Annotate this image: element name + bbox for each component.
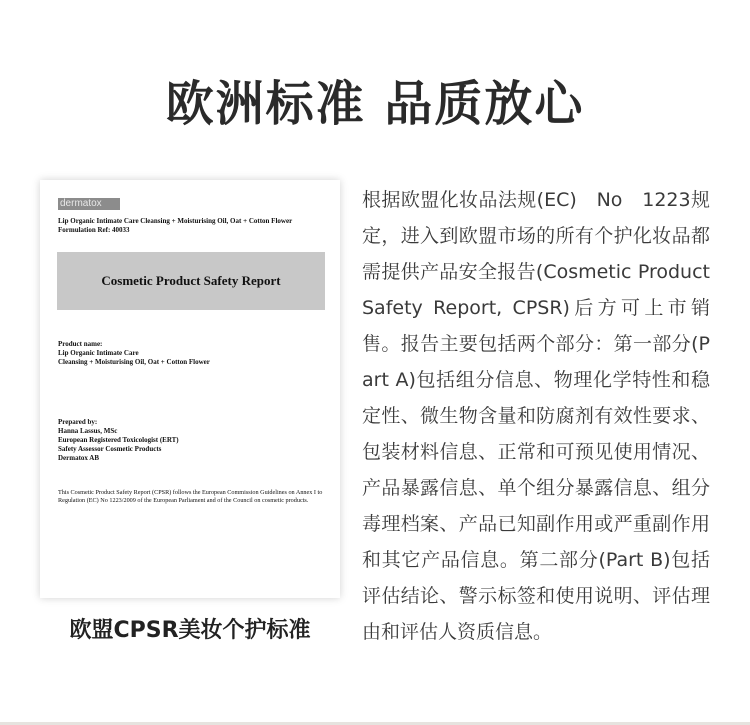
- product-name-line: Cleansing + Moisturising Oil, Oat + Cotton Flower: [58, 358, 210, 366]
- formulation-ref: Formulation Ref: 40033: [58, 226, 130, 234]
- prepared-by-line: Safety Assessor Cosmetic Products: [58, 445, 162, 453]
- document-header: [58, 217, 328, 235]
- report-title-banner: [57, 252, 325, 310]
- prepared-by-line: Hanna Lassus, MSc: [58, 427, 118, 435]
- product-name-block: [58, 340, 328, 367]
- product-line: Lip Organic Intimate Care Cleansing + Moisturising Oil, Oat + Cotton Flower: [58, 217, 293, 225]
- prepared-by-line: Dermatox AB: [58, 454, 100, 462]
- prepared-by-label: Prepared by:: [58, 418, 98, 426]
- page-heading: 欧洲标准 品质放心: [165, 76, 585, 132]
- prepared-by-block: [58, 418, 328, 463]
- report-title: Cosmetic Product Safety Report: [101, 273, 281, 288]
- dermatox-logo: dermatox: [58, 198, 120, 210]
- document-caption: 欧盟CPSR美妆个护标准: [69, 618, 311, 643]
- product-name-label: Product name:: [58, 340, 103, 348]
- document-footnote: This Cosmetic Product Safety Report (CPSR) follows the European Commission Guidelines on Annex I to Regulation (EC) No 1223/2009 of the European Parliament and of the Council on cosmetic products.: [58, 489, 323, 504]
- product-name-line: Lip Organic Intimate Care: [58, 349, 139, 357]
- description-paragraph: 根据欧盟化妆品法规(EC) No 1223规定，进入到欧盟市场的所有个护化妆品都需提供产品安全报告(Cosmetic Product Safety Report, CPSR)后方可上市销售。报告主要包括两个部分：第一部分(Part A)包括组分信息、物理化学特性和稳定性、微生物含量和防腐剂有效性要求、包装材料信息、正常和可预见使用情况、产品暴露信息、单个组分暴露信息、组分毒理档案、产品已知副作用或严重副作用和其它产品信息。第二部分(Part B)包括评估结论、警示标签和使用说明、评估理由和评估人资质信息。: [362, 189, 710, 643]
- cpsr-document-image: [40, 180, 340, 598]
- prepared-by-line: European Registered Toxicologist (ERT): [58, 436, 179, 444]
